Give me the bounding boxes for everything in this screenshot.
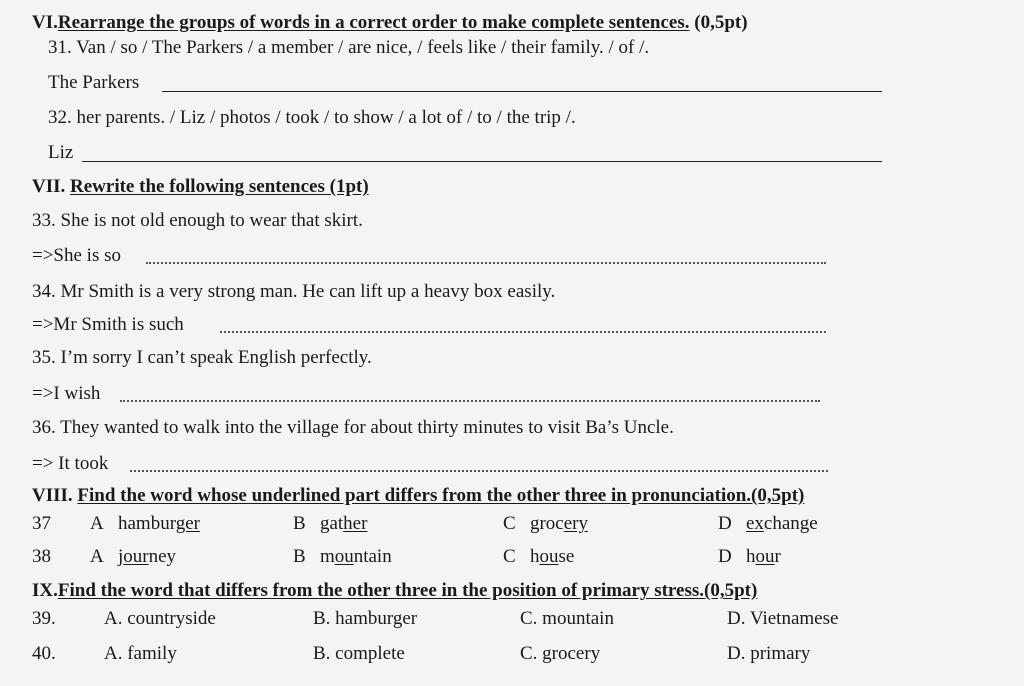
question-31: 31. Van / so / The Parkers / a member / are nice, / feels like / their family. / of /.	[48, 37, 650, 58]
section-7-heading	[32, 176, 369, 198]
question-35: 35. I’m sorry I can’t speak English perfectly.	[32, 347, 372, 368]
word-part: ney	[148, 546, 177, 567]
option-39-d[interactable]: D. Vietnamese	[727, 608, 839, 629]
option-letter: D	[718, 546, 732, 567]
word-part: j	[117, 546, 124, 567]
word-part: r	[774, 546, 781, 567]
option-letter: B	[293, 546, 306, 567]
option-40-b[interactable]: B. complete	[313, 643, 405, 664]
option-37-a[interactable]	[90, 513, 200, 535]
section-6-title: Rearrange the groups of words in a correct order to make complete sentences.	[57, 12, 690, 33]
question-39-number: 39.	[32, 608, 56, 629]
option-38-a[interactable]	[90, 546, 176, 568]
question-36: 36. They wanted to walk into the village for about thirty minutes to visit Ba’s Uncle.	[32, 417, 674, 438]
underlined-part: ex	[745, 513, 764, 534]
answer-33-line[interactable]	[146, 262, 826, 264]
option-letter: D	[718, 513, 732, 534]
word-part: h	[745, 546, 756, 567]
underlined-part: our	[123, 546, 149, 567]
option-40-d[interactable]: D. primary	[727, 643, 811, 664]
word-part: ntain	[353, 546, 392, 567]
section-9-title: Find the word that differs from the other three in the position of primary stress.(0,5pt)	[57, 580, 758, 601]
underlined-part: ou	[539, 546, 559, 567]
word-part: h	[529, 546, 540, 567]
option-letter: C	[503, 546, 516, 567]
question-37-number: 37	[32, 513, 51, 534]
option-38-d[interactable]	[718, 546, 781, 568]
answer-34-line[interactable]	[220, 331, 826, 333]
answer-35-line[interactable]	[120, 400, 820, 402]
answer-35-prompt: =>I wish	[32, 383, 101, 404]
underlined-part: ou	[755, 546, 775, 567]
answer-34-prompt: =>Mr Smith is such	[32, 314, 184, 335]
section-7-number: VII.	[32, 176, 66, 197]
option-letter: A	[90, 546, 104, 567]
answer-31-line[interactable]	[162, 91, 882, 92]
word-part: groc	[529, 513, 564, 534]
word-part: se	[558, 546, 575, 567]
word-part: hambur	[117, 513, 176, 534]
underlined-part: ger	[175, 513, 200, 534]
option-37-d[interactable]	[718, 513, 818, 535]
option-39-c[interactable]: C. mountain	[520, 608, 614, 629]
section-9-number: IX.	[32, 580, 58, 601]
answer-32-prompt: Liz	[48, 142, 74, 163]
option-39-a[interactable]: A. countryside	[104, 608, 216, 629]
word-part: gat	[319, 513, 344, 534]
question-34: 34. Mr Smith is a very strong man. He can lift up a heavy box easily.	[32, 281, 556, 302]
option-39-b[interactable]: B. hamburger	[313, 608, 418, 629]
option-38-c[interactable]	[503, 546, 574, 568]
option-37-c[interactable]	[503, 513, 588, 535]
section-8-number: VIII.	[32, 485, 73, 506]
option-letter: A	[90, 513, 104, 534]
answer-36-line[interactable]	[130, 470, 828, 472]
answer-36-prompt: => It took	[32, 453, 109, 474]
underlined-part: ou	[334, 546, 354, 567]
option-40-c[interactable]: C. grocery	[520, 643, 601, 664]
option-38-b[interactable]	[293, 546, 392, 568]
section-7-title: Rewrite the following sentences (1pt)	[70, 176, 369, 197]
section-8-title: Find the word whose underlined part differs from the other three in pronunciation.(0,5pt)	[77, 485, 805, 506]
underlined-part: her	[343, 513, 368, 534]
option-letter: B	[293, 513, 306, 534]
question-32: 32. her parents. / Liz / photos / took / to show / a lot of / to / the trip /.	[48, 107, 576, 128]
section-9-heading	[32, 580, 757, 602]
section-8-heading	[32, 485, 804, 507]
question-33: 33. She is not old enough to wear that skirt.	[32, 210, 363, 231]
section-6-heading	[32, 12, 748, 34]
answer-31-prompt: The Parkers	[48, 72, 140, 93]
option-letter: C	[503, 513, 516, 534]
question-40-number: 40.	[32, 643, 56, 664]
word-part: change	[763, 513, 818, 534]
answer-33-prompt: =>She is so	[32, 245, 121, 266]
answer-32-line[interactable]	[82, 161, 882, 162]
option-37-b[interactable]	[293, 513, 367, 535]
underlined-part: ery	[563, 513, 588, 534]
word-part: m	[319, 546, 335, 567]
question-38-number: 38	[32, 546, 51, 567]
section-6-number: VI.	[32, 12, 58, 33]
section-6-points: (0,5pt)	[694, 12, 748, 33]
option-40-a[interactable]: A. family	[104, 643, 177, 664]
